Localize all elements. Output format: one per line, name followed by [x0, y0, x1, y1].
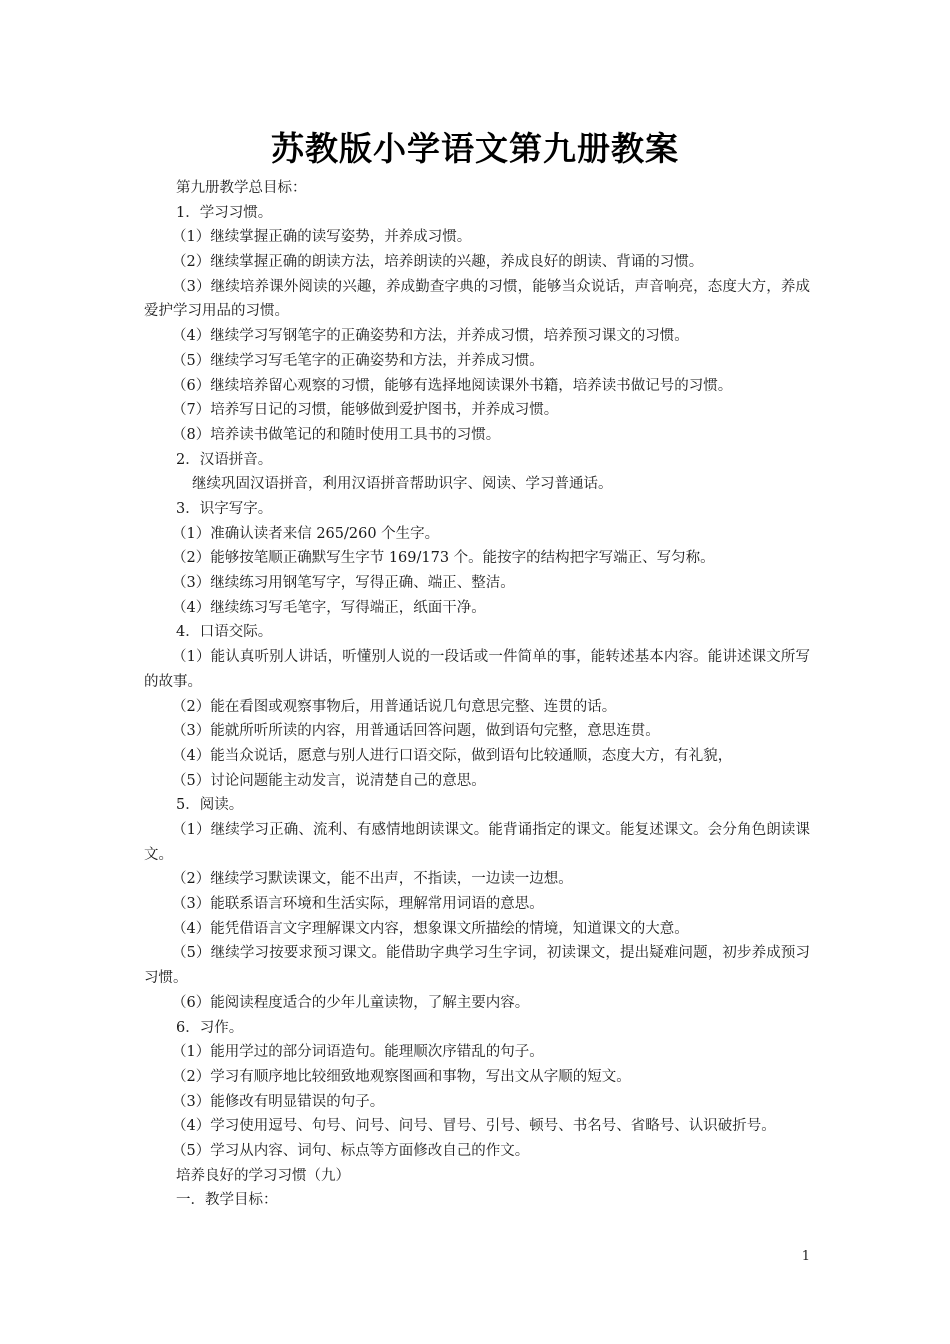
section-heading: 培养良好的学习习惯（九）	[176, 1167, 350, 1184]
document-body	[144, 176, 810, 1213]
body-line: （5）讨论问题能主动发言，说清楚自己的意思。	[172, 772, 486, 789]
body-line: （3）能修改有明显错误的句子。	[172, 1093, 385, 1110]
body-line: （2）能在看图或观察事物后，用普通话说几句意思完整、连贯的话。	[172, 698, 617, 715]
body-line: 第九册教学总目标：	[176, 180, 307, 196]
body-line: （7）培养写日记的习惯，能够做到爱护图书，并养成习惯。	[172, 402, 559, 419]
body-line: （3）能就所听所读的内容，用普通话回答问题，做到语句完整，意思连贯。	[172, 723, 660, 740]
body-paragraph: （5）继续学习按要求预习课文。能借助字典学习生字词，初读课文，提出疑难问题，初步养成预习习惯。	[144, 945, 810, 987]
body-line: （1）继续掌握正确的读写姿势，并养成习惯。	[172, 229, 472, 246]
body-line: （1）准确认读者来信 265/260 个生字。	[172, 525, 440, 542]
body-line: （4）继续练习写毛笔字，写得端正，纸面干净。	[172, 599, 486, 616]
section-heading: 6．习作。	[176, 1019, 244, 1036]
body-line: （2）学习有顺序地比较细致地观察图画和事物，写出文从字顺的短文。	[172, 1068, 631, 1085]
section-heading: 3．识字写字。	[176, 500, 273, 517]
body-line: （5）继续学习写毛笔字的正确姿势和方法，并养成习惯。	[172, 352, 544, 369]
body-line: （2）能够按笔顺正确默写生字节 169/173 个。能按字的结构把字写端正、写匀称。	[172, 550, 715, 567]
section-heading: 1．学习习惯。	[176, 204, 273, 221]
body-paragraph: （1）能认真听别人讲话，听懂别人说的一段话或一件简单的事，能转述基本内容。能讲述课文所写的故事。	[144, 649, 810, 690]
body-line: 继续巩固汉语拼音，利用汉语拼音帮助识字、阅读、学习普通话。	[192, 476, 613, 493]
document-title: 苏教版小学语文第九册教案	[271, 129, 679, 168]
body-line: （1）能用学过的部分词语造句。能理顺次序错乱的句子。	[172, 1044, 544, 1061]
body-line: （6）能阅读程度适合的少年儿童读物，了解主要内容。	[172, 994, 530, 1011]
body-line: （6）继续培养留心观察的习惯，能够有选择地阅读课外书籍，培养读书做记号的习惯。	[172, 377, 733, 394]
section-heading: 2．汉语拼音。	[176, 451, 273, 468]
body-line: （4）能凭借语言文字理解课文内容，想象课文所描绘的情境，知道课文的大意。	[172, 920, 689, 937]
section-heading: 5．阅读。	[176, 797, 244, 814]
body-line: （3）继续练习用钢笔写字，写得正确、端正、整洁。	[172, 575, 515, 592]
body-line: （4）能当众说话，愿意与别人进行口语交际，做到语句比较通顺，态度大方，有礼貌，	[172, 747, 733, 764]
page-number: 1	[801, 1249, 810, 1264]
body-line: （3）能联系语言环境和生活实际，理解常用词语的意思。	[172, 896, 544, 913]
body-line: （4）继续学习写钢笔字的正确姿势和方法，并养成习惯，培养预习课文的习惯。	[172, 328, 689, 345]
body-line: （4）学习使用逗号、句号、问号、问号、冒号、引号、顿号、书名号、省略号、认识破折号。	[172, 1118, 776, 1135]
body-paragraph: （1）继续学习正确、流利、有感情地朗读课文。能背诵指定的课文。能复述课文。会分角色朗读课文。	[144, 821, 810, 863]
body-line: （8）培养读书做笔记的和随时使用工具书的习惯。	[172, 426, 501, 443]
body-paragraph: （3）继续培养课外阅读的兴趣，养成勤查字典的习惯，能够当众说话，声音响亮，态度大方，养成爱护学习用品的习惯。	[144, 278, 810, 320]
body-line: （2）继续掌握正确的朗读方法，培养朗读的兴趣，养成良好的朗读、背诵的习惯。	[172, 254, 704, 271]
section-heading: 4．口语交际。	[176, 624, 273, 641]
body-line: （5）学习从内容、词句、标点等方面修改自己的作文。	[172, 1142, 530, 1159]
section-heading: 一．教学目标：	[176, 1192, 278, 1209]
body-line: （2）继续学习默读课文，能不出声，不指读，一边读一边想。	[172, 871, 573, 888]
